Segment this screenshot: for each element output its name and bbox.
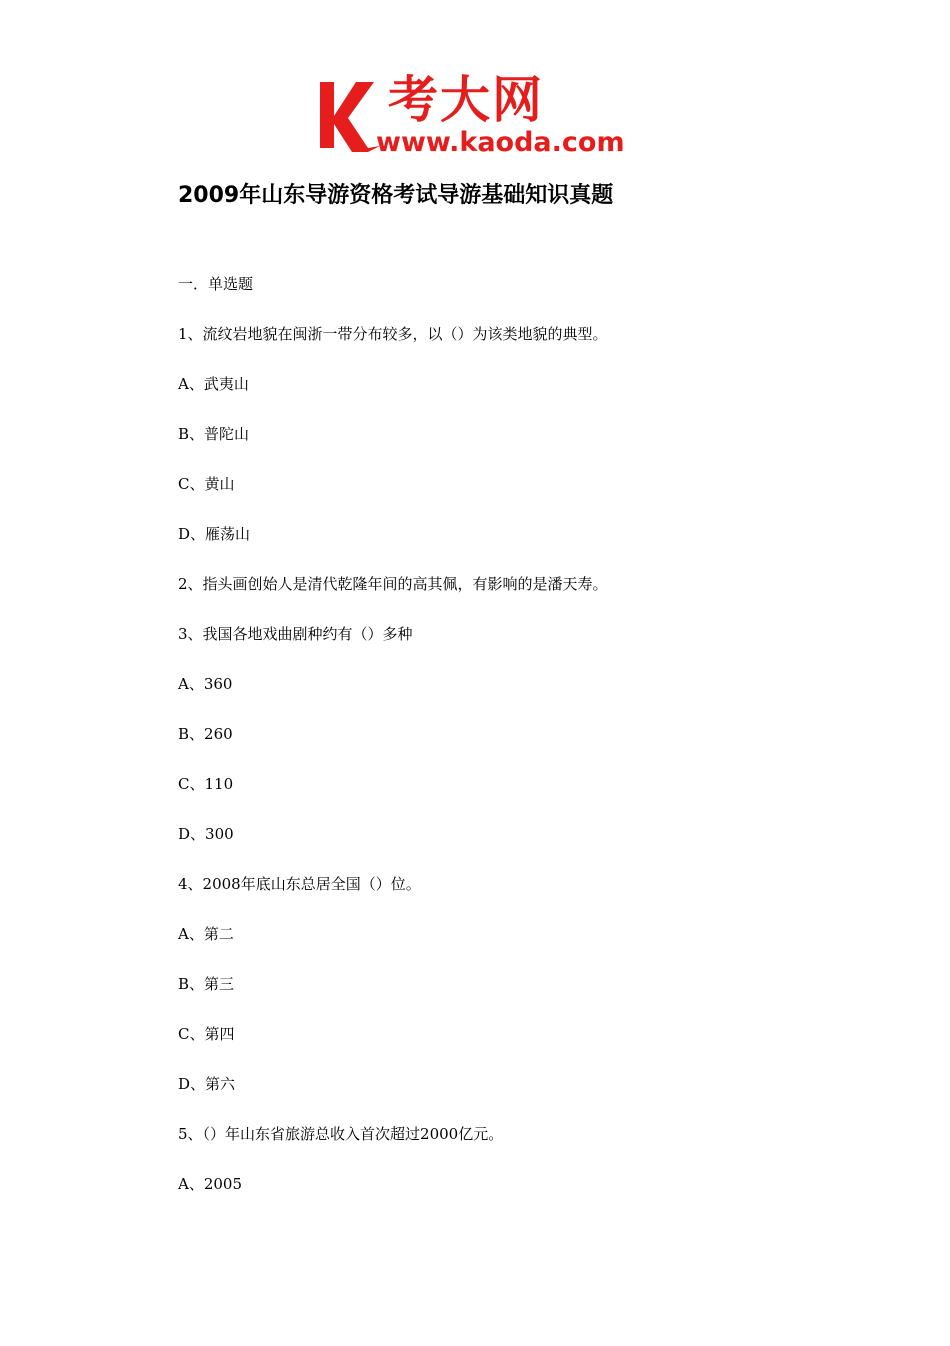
answer-option: A、第二 [178,925,234,943]
question-text: 3、我国各地戏曲剧种约有（）多种 [178,625,413,643]
answer-option: D、第六 [178,1075,236,1093]
question-text: 5、（）年山东省旅游总收入首次超过2000亿元。 [178,1125,504,1143]
answer-option: A、2005 [178,1175,243,1193]
answer-option: B、260 [178,725,233,743]
answer-option: C、黄山 [178,475,235,493]
answer-option: C、110 [178,775,234,793]
logo-url: www.kaoda.com [376,127,625,158]
answer-option: A、武夷山 [178,375,249,393]
answer-option: B、普陀山 [178,425,250,443]
question-text: 1、流纹岩地貌在闽浙一带分布较多，以（）为该类地貌的典型。 [178,325,608,343]
kaoda-logo [318,71,640,160]
logo-brand-name: 考大网 [388,71,544,129]
section-heading: 一．单选题 [178,275,254,293]
answer-option: A、360 [178,675,233,693]
question-text: 2、指头画创始人是清代乾隆年间的高其佩，有影响的是潘天寿。 [178,575,608,593]
question-text: 4、2008年底山东总居全国（）位。 [178,875,421,893]
answer-option: B、第三 [178,975,235,993]
answer-option: C、第四 [178,1025,235,1043]
k-logo-icon [318,76,380,152]
answer-option: D、雁荡山 [178,525,251,543]
answer-option: D、300 [178,825,234,843]
document-title: 2009年山东导游资格考试导游基础知识真题 [178,183,614,208]
